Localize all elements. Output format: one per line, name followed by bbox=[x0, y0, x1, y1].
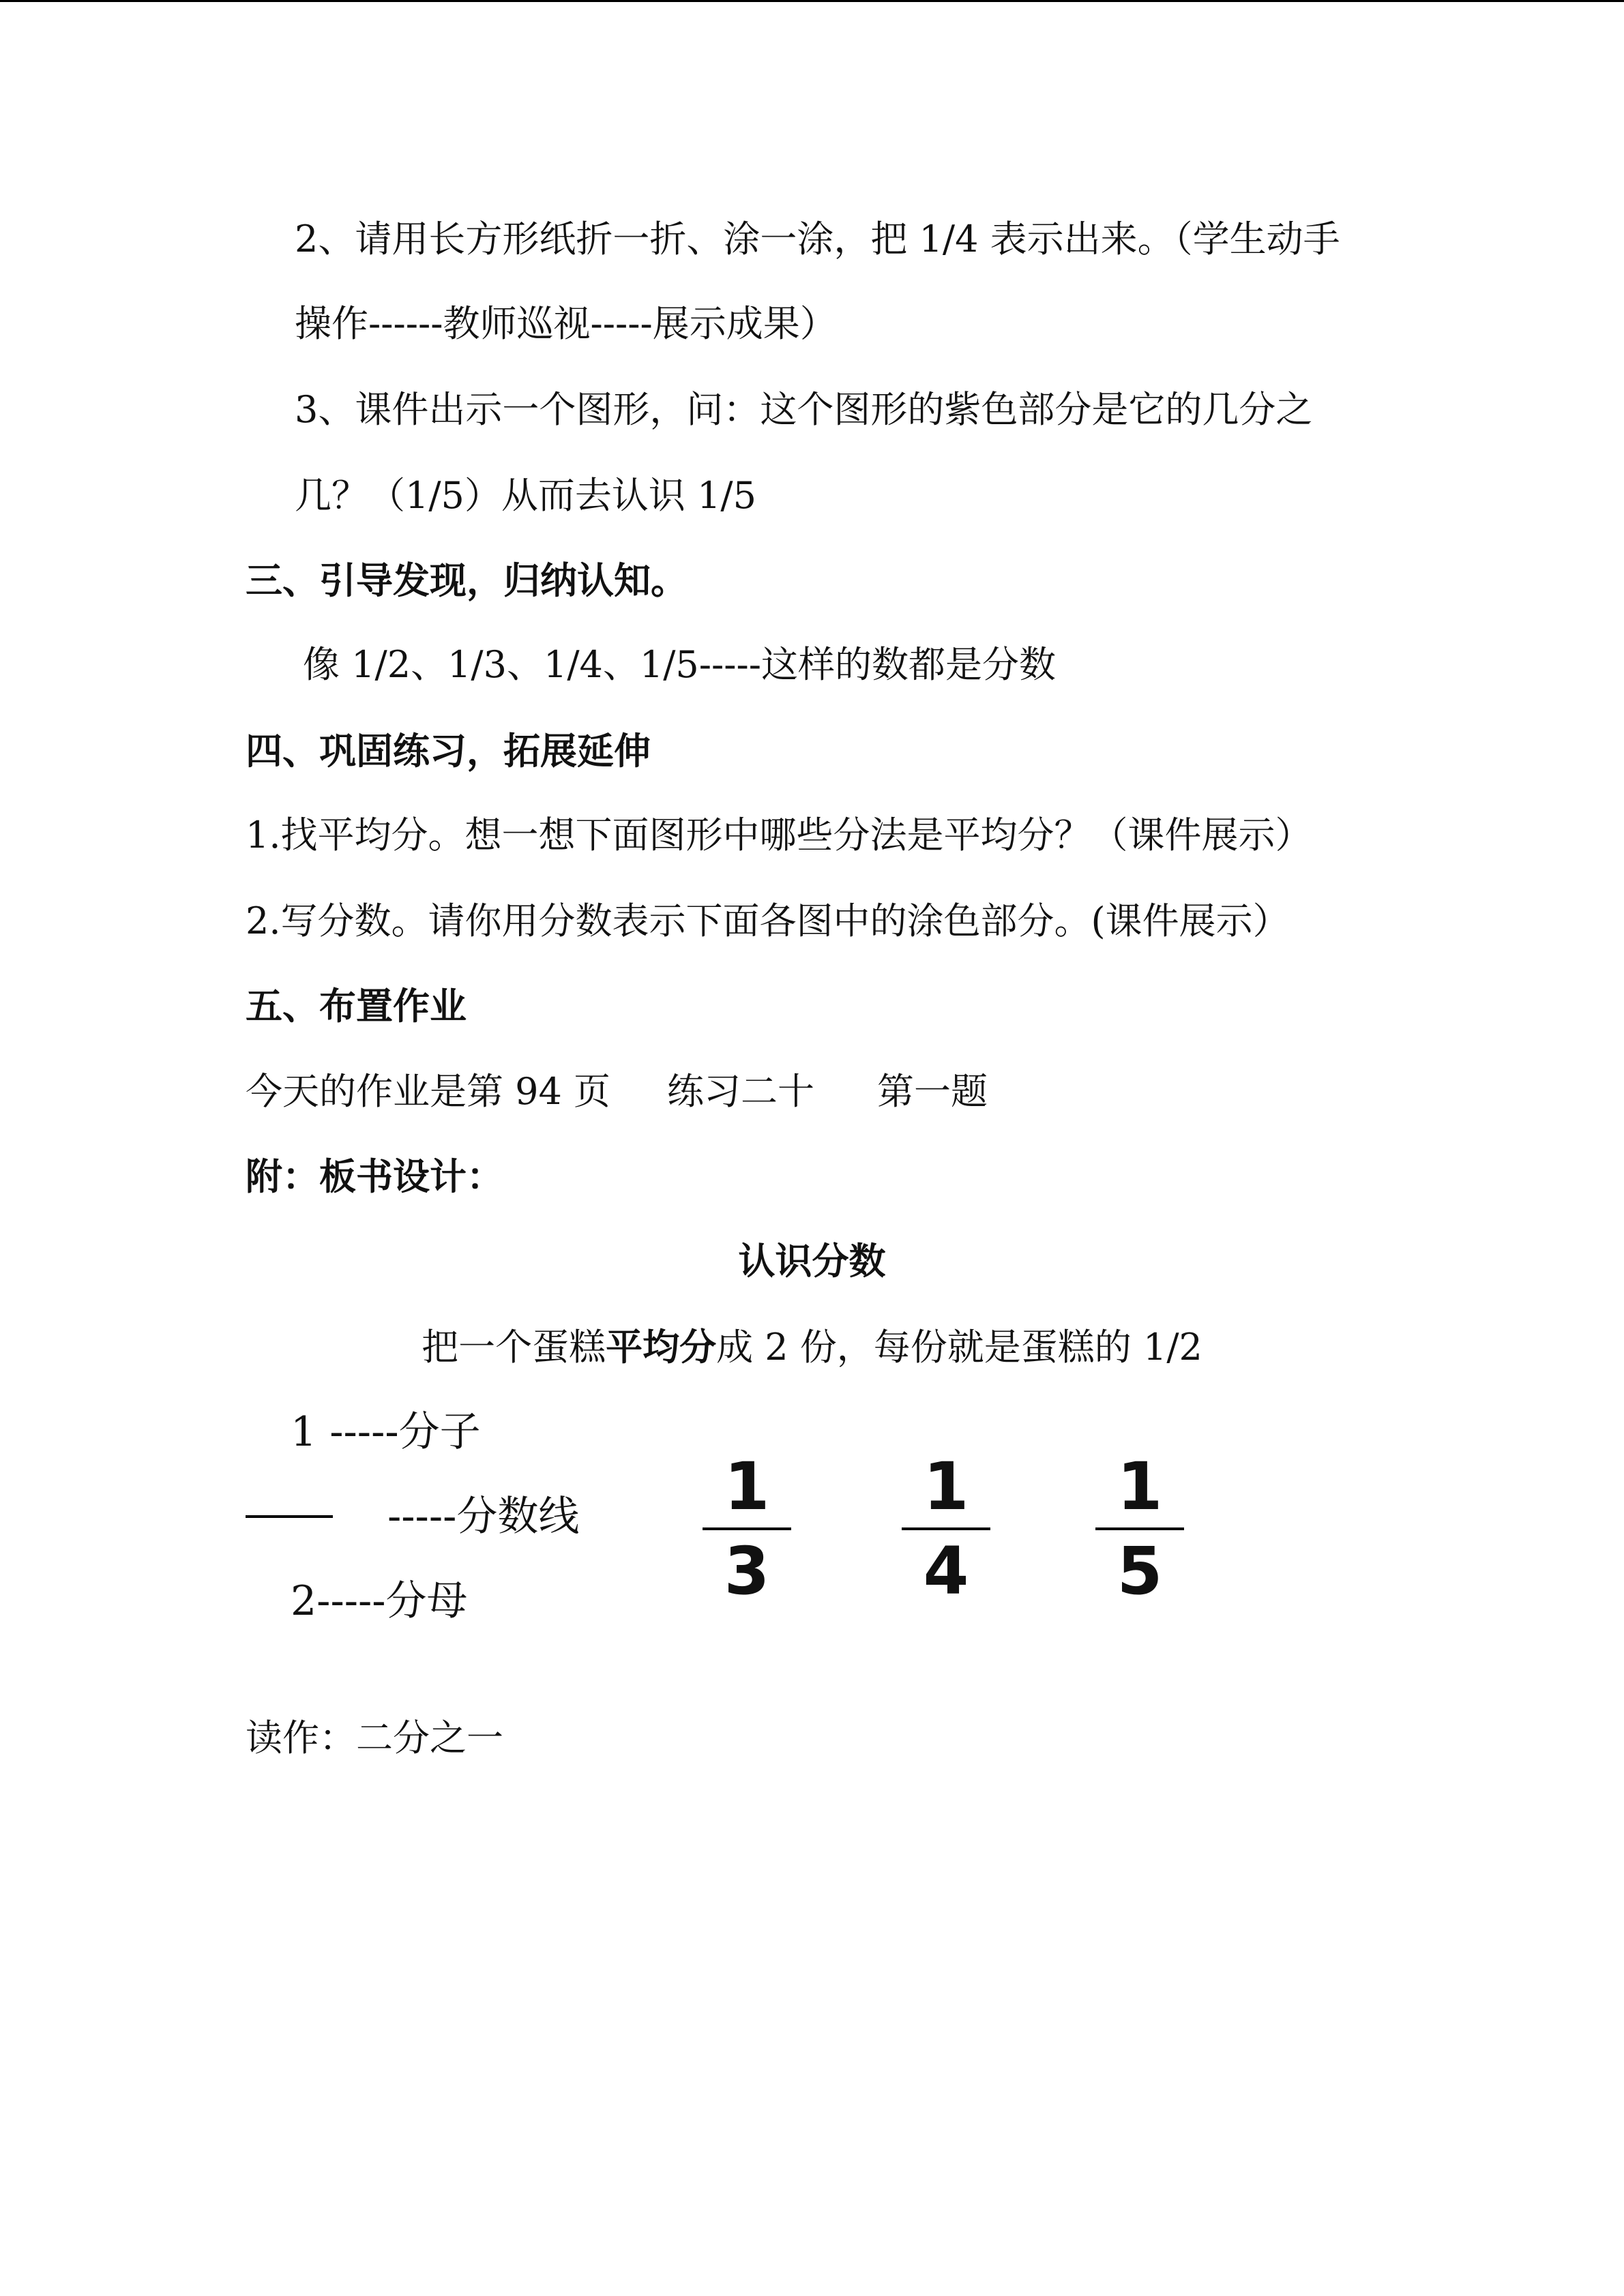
numerator-label: 1 -----分子 bbox=[291, 1408, 481, 1456]
text-line: 操作------教师巡视-----展示成果） bbox=[295, 302, 837, 345]
fraction-denominator: 3 bbox=[724, 1533, 770, 1609]
fraction-denominator: 4 bbox=[923, 1533, 969, 1609]
fraction-bar bbox=[703, 1527, 791, 1530]
fraction-numerator: 1 bbox=[923, 1448, 969, 1525]
board-sentence: 把一个蛋糕平均分成 2 份，每份就是蛋糕的 1/2 bbox=[422, 1325, 1202, 1369]
text-line: 3、课件出示一个图形，问：这个图形的紫色部分是它的几分之 bbox=[295, 388, 1313, 431]
text-line: 2、请用长方形纸折一折、涂一涂，把 1/4 表示出来。（学生动手 bbox=[295, 218, 1340, 260]
homework-page: 今天的作业是第 94 页 bbox=[246, 1070, 611, 1113]
section-heading: 三、引导发现，归纳认知。 bbox=[246, 558, 688, 602]
fraction-numerator: 1 bbox=[1117, 1448, 1163, 1525]
text-line: 像 1/2、1/3、1/4、1/5-----这样的数都是分数 bbox=[303, 643, 1057, 686]
fraction-bar bbox=[1095, 1527, 1184, 1530]
section-heading: 附：板书设计： bbox=[246, 1154, 503, 1198]
section-heading: 五、布置作业 bbox=[246, 984, 467, 1028]
section-heading: 四、巩固练习，拓展延伸 bbox=[246, 729, 651, 773]
homework-exercise: 练习二十 bbox=[667, 1070, 814, 1113]
fraction-bar bbox=[902, 1527, 990, 1530]
text-line: 1.找平均分。想一想下面图形中哪些分法是平均分？（课件展示） bbox=[246, 814, 1312, 856]
denominator-label: 2-----分母 bbox=[291, 1577, 468, 1625]
fraction-numerator: 1 bbox=[724, 1448, 770, 1525]
reading-line: 读作：二分之一 bbox=[246, 1716, 503, 1759]
fraction-bar-symbol bbox=[246, 1515, 333, 1518]
fraction-bar-label: -----分数线 bbox=[387, 1493, 580, 1540]
text-line: 几？（1/5）从而去认识 1/5 bbox=[295, 474, 756, 517]
homework-question: 第一题 bbox=[877, 1070, 988, 1113]
fraction-denominator: 5 bbox=[1117, 1533, 1163, 1609]
text-line: 2.写分数。请你用分数表示下面各图中的涂色部分。(课件展示） bbox=[246, 899, 1290, 942]
page-top-border bbox=[0, 0, 1624, 2]
board-title: 认识分数 bbox=[738, 1239, 886, 1283]
